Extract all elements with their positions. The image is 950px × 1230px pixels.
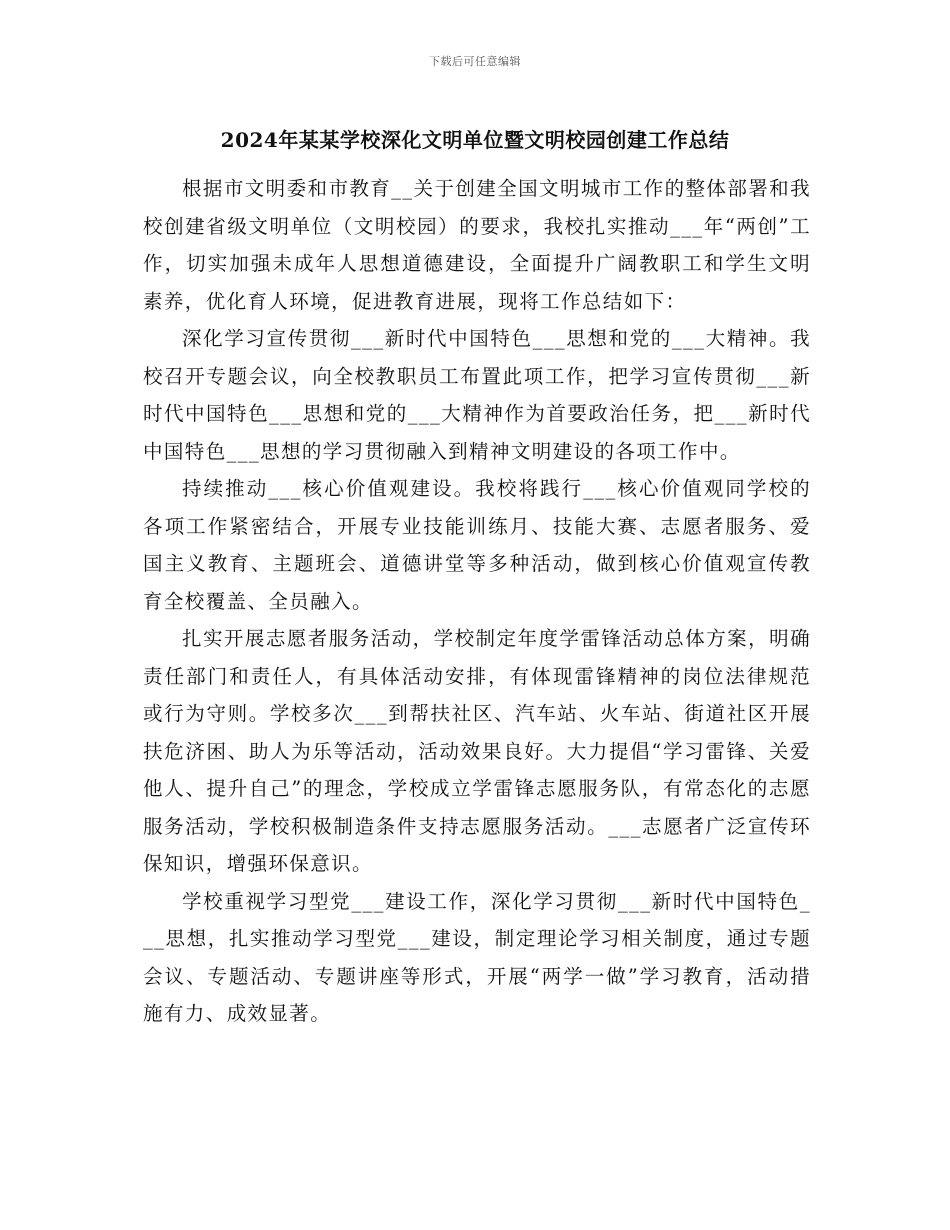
paragraph-party-building: 学校重视学习型党___建设工作，深化学习贯彻___新时代中国特色___思想，扎实推动学习型党___建设，制定理论学习相关制度，通过专题会议、专题活动、专题讲座等形式，开展“两学一做”学习教育，活动措施有力、成效显著。: [143, 889, 811, 1025]
header-note: 下载后可任意编辑: [429, 55, 521, 68]
paragraph-intro: 根据市文明委和市教育__关于创建全国文明城市工作的整体部署和我校创建省级文明单位（文明校园）的要求，我校扎实推动___年“两创”工作，切实加强未成年人思想道德建设，全面提升广阔教职工和学生文明素养，优化育人环境，促进教育进展，现将工作总结如下：: [143, 177, 811, 313]
document-body: [143, 170, 811, 1033]
paragraph-volunteer-service: 扎实开展志愿者服务活动，学校制定年度学雷锋活动总体方案，明确责任部门和责任人，有具体活动安排，有体现雷锋精神的岗位法律规范或行为守则。学校多次___到帮扶社区、汽车站、火车站、街道社区开展扶危济困、助人为乐等活动，活动效果良好。大力提倡“学习雷锋、关爱他人、提升自己”的理念，学校成立学雷锋志愿服务队，有常态化的志愿服务活动，学校积极制造条件支持志愿服务活动。___志愿者广泛宣传环保知识，增强环保意识。: [143, 627, 811, 875]
paragraph-core-values: 持续推动___核心价值观建设。我校将践行___核心价值观同学校的各项工作紧密结合，开展专业技能训练月、技能大赛、志愿者服务、爱国主义教育、主题班会、道德讲堂等多种活动，做到核心价值观宣传教育全校覆盖、全员融入。: [143, 477, 811, 613]
paragraph-study-thought: 深化学习宣传贯彻___新时代中国特色___思想和党的___大精神。我校召开专题会议，向全校教职员工布置此项工作，把学习宣传贯彻___新时代中国特色___思想和党的___大精神作为首要政治任务，把___新时代中国特色___思想的学习贯彻融入到精神文明建设的各项工作中。: [143, 327, 811, 463]
document-title: 2024年某某学校深化文明单位暨文明校园创建工作总结: [220, 128, 730, 152]
